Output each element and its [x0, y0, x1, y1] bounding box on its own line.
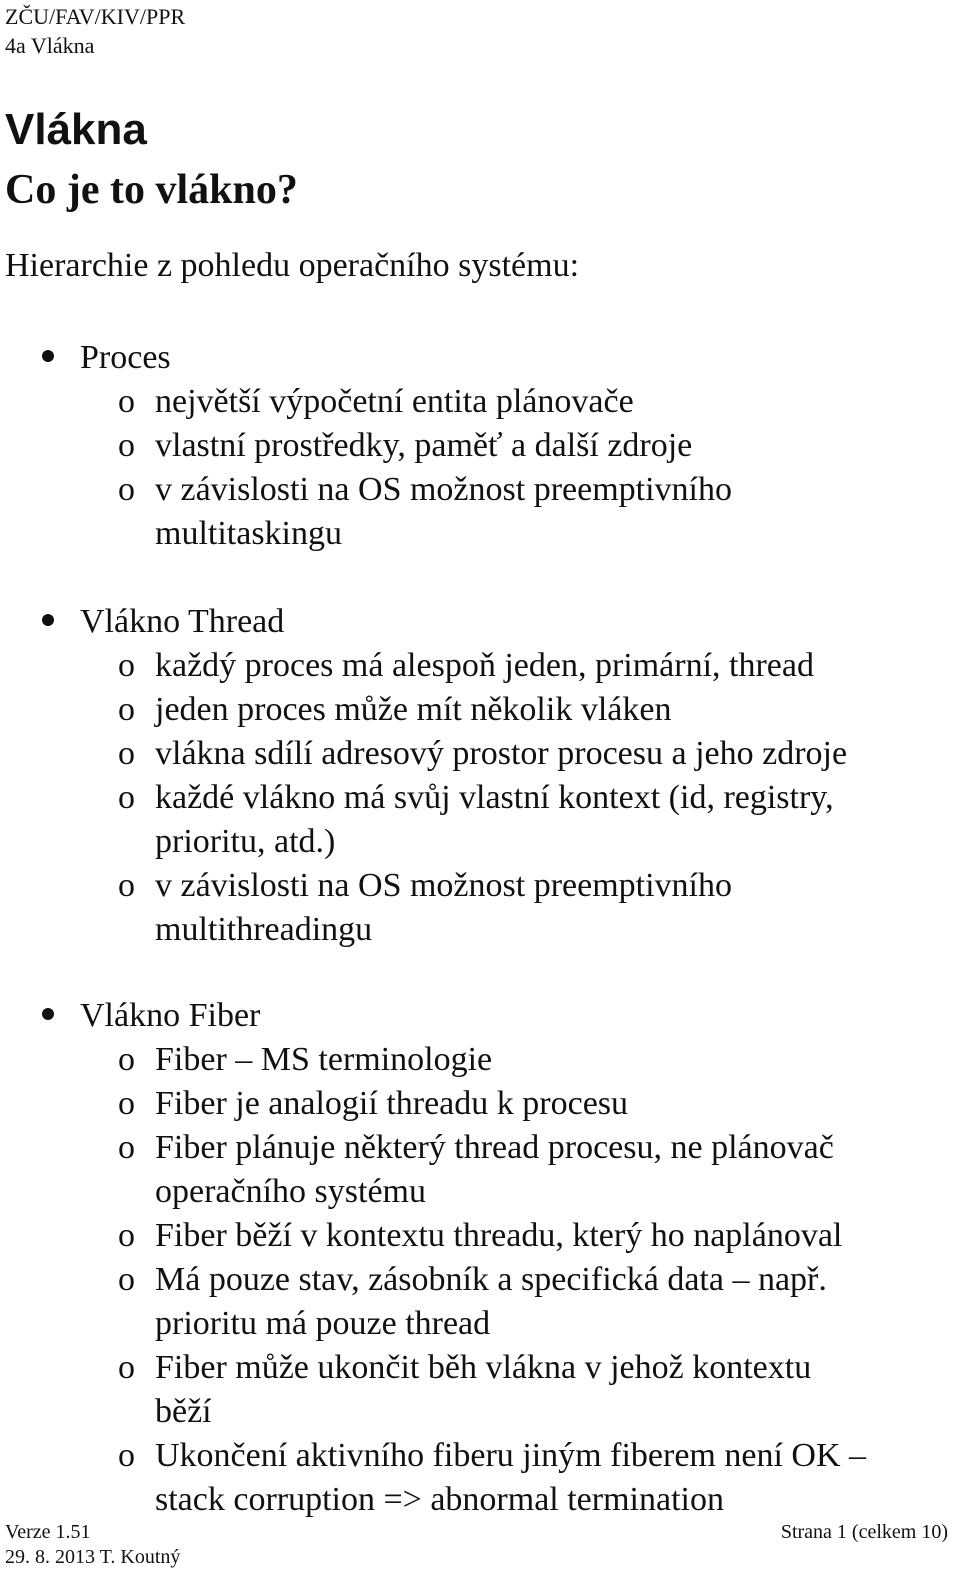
section-label: Proces [80, 339, 171, 376]
list-item: multithreadingu [155, 911, 373, 948]
list-item: v závislosti na OS možnost preemptivního [155, 471, 732, 508]
sub-bullet-marker: o [118, 1217, 135, 1254]
sub-bullet-marker: o [118, 647, 135, 684]
sub-bullet-marker: o [118, 735, 135, 772]
list-item: Fiber běží v kontextu threadu, který ho naplánoval [155, 1217, 843, 1254]
list-item: největší výpočetní entita plánovače [155, 383, 634, 420]
sub-bullet-marker: o [118, 691, 135, 728]
footer-page-number: Strana 1 (celkem 10) [780, 1521, 948, 1543]
sub-bullet-marker: o [118, 1085, 135, 1122]
page-subtitle: Co je to vlákno? [5, 167, 298, 213]
list-item: běží [155, 1393, 212, 1430]
header-chapter: 4a Vlákna [5, 33, 95, 58]
header-course-path: ZČU/FAV/KIV/PPR [5, 4, 186, 29]
list-item: stack corruption => abnormal termination [155, 1481, 724, 1518]
list-item: prioritu má pouze thread [155, 1305, 491, 1342]
list-item: multitaskingu [155, 515, 342, 552]
footer-version: Verze 1.51 [5, 1521, 91, 1543]
sub-bullet-marker: o [118, 1129, 135, 1166]
list-item: Má pouze stav, zásobník a specifická data – např. [155, 1261, 827, 1298]
bullet-dot [42, 1008, 54, 1020]
list-item: každý proces má alespoň jeden, primární, thread [155, 647, 814, 684]
sub-bullet-marker: o [118, 867, 135, 904]
section-label: Vlákno Thread [80, 603, 285, 640]
intro-text: Hierarchie z pohledu operačního systému: [5, 247, 580, 284]
sub-bullet-marker: o [118, 1349, 135, 1386]
sub-bullet-marker: o [118, 427, 135, 464]
list-item: prioritu, atd.) [155, 823, 336, 860]
list-item: vlastní prostředky, paměť a další zdroje [155, 427, 693, 464]
sub-bullet-marker: o [118, 1041, 135, 1078]
list-item: Fiber plánuje některý thread procesu, ne plánovač [155, 1129, 834, 1166]
sub-bullet-marker: o [118, 471, 135, 508]
list-item: operačního systému [155, 1173, 426, 1210]
page-title: Vlákna [5, 105, 147, 154]
list-item: Fiber může ukončit běh vlákna v jehož kontextu [155, 1349, 812, 1386]
sub-bullet-marker: o [118, 1437, 135, 1474]
list-item: jeden proces může mít několik vláken [155, 691, 672, 728]
list-item: v závislosti na OS možnost preemptivního [155, 867, 732, 904]
list-item: Fiber je analogií threadu k procesu [155, 1085, 629, 1122]
bullet-dot [42, 350, 54, 362]
list-item: každé vlákno má svůj vlastní kontext (id, registry, [155, 779, 834, 816]
list-item: Fiber – MS terminologie [155, 1041, 493, 1078]
list-item: vlákna sdílí adresový prostor procesu a jeho zdroje [155, 735, 848, 772]
sub-bullet-marker: o [118, 1261, 135, 1298]
footer-date-author: 29. 8. 2013 T. Koutný [5, 1546, 181, 1568]
list-item: Ukončení aktivního fiberu jiným fiberem není OK – [155, 1437, 866, 1474]
bullet-dot [42, 614, 54, 626]
section-label: Vlákno Fiber [80, 997, 261, 1034]
sub-bullet-marker: o [118, 383, 135, 420]
sub-bullet-marker: o [118, 779, 135, 816]
